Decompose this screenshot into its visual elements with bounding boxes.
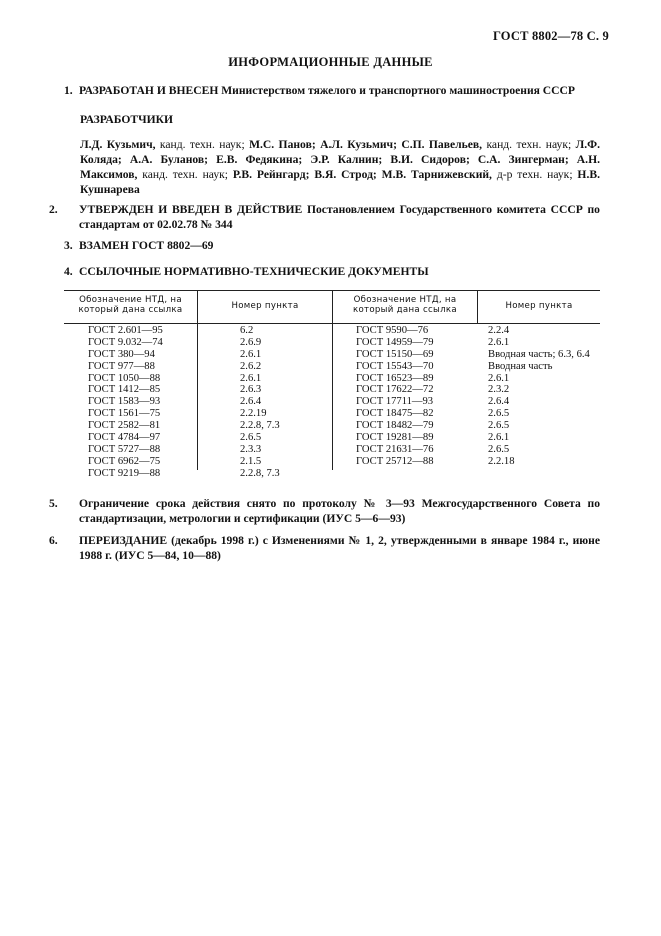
table-cell-doc: ГОСТ 6962—75 <box>88 455 161 467</box>
column-right-docs <box>356 325 434 468</box>
table-cell-doc: ГОСТ 14959—79 <box>356 336 434 348</box>
table-cell-point: Вводная часть; 6.3, 6.4 <box>488 348 590 360</box>
table-cell-doc: ГОСТ 25712—88 <box>356 455 434 467</box>
table-cell-doc: ГОСТ 4784—97 <box>88 432 161 444</box>
table-cell-point: 2.6.5 <box>240 432 262 444</box>
section-5-text: Ограничение срока действия снято по протоколу № 3—93 Межгосударственного Совета по стандартизации, метрологии и сертификации (ИУС 5—6—93) <box>79 497 600 525</box>
section-1 <box>64 83 600 98</box>
table-cell-doc: ГОСТ 19281—89 <box>356 432 434 444</box>
developer-name: М.С. Панов; А.Л. Кузьмич; С.П. Павельев, <box>249 138 483 151</box>
section-4-text: ССЫЛОЧНЫЕ НОРМАТИВНО-ТЕХНИЧЕСКИЕ ДОКУМЕНТЫ <box>79 265 429 278</box>
page-header: ГОСТ 8802—78 С. 9 <box>492 29 609 43</box>
table-cell-doc: ГОСТ 18482—79 <box>356 420 434 432</box>
table-cell-point: 2.6.9 <box>240 336 262 348</box>
table-cell-doc: ГОСТ 17622—72 <box>356 384 434 396</box>
table-cell-point: 2.6.4 <box>240 396 262 408</box>
table-cell-point: 2.6.1 <box>488 372 510 384</box>
column-left-docs <box>88 325 163 480</box>
developers-heading: РАЗРАБОТЧИКИ <box>80 113 174 126</box>
table-cell-doc: ГОСТ 1412—85 <box>88 384 161 396</box>
section-number: 2. <box>49 203 58 216</box>
section-3-text: ВЗАМЕН ГОСТ 8802—69 <box>79 239 214 252</box>
section-5 <box>49 496 600 526</box>
table-cell-doc: ГОСТ 16523—89 <box>356 372 434 384</box>
table-cell-doc: ГОСТ 5727—88 <box>88 443 161 455</box>
section-4 <box>64 264 600 279</box>
table-divider <box>197 290 198 470</box>
table-cell-doc: ГОСТ 21631—76 <box>356 443 434 455</box>
table-cell-point: 2.3.3 <box>240 443 262 455</box>
table-cell-point: 2.6.1 <box>488 336 510 348</box>
table-cell-point: 6.2 <box>240 325 254 336</box>
column-right-points <box>488 325 590 468</box>
page-title: ИНФОРМАЦИОННЫЕ ДАННЫЕ <box>228 55 433 69</box>
header-doc-right: Обозначение НТД, на который дана ссылка <box>353 295 457 315</box>
section-number: 3. <box>64 239 73 252</box>
developer-degree: канд. техн. наук; <box>155 138 250 151</box>
table-cell-doc: ГОСТ 380—94 <box>88 348 155 360</box>
table-cell-point: 2.6.2 <box>240 360 262 372</box>
developer-name: Л.Д. Кузьмич, <box>80 138 156 151</box>
header-point-left: Номер пункта <box>231 301 299 311</box>
table-cell-point: 2.6.1 <box>240 348 262 360</box>
table-cell-point: 2.2.8, 7.3 <box>240 467 280 479</box>
header-point-right: Номер пункта <box>505 301 573 311</box>
section-2-bold: УТВЕРЖДЕН И ВВЕДЕН В ДЕЙСТВИЕ <box>79 203 303 216</box>
table-cell-doc: ГОСТ 977—88 <box>88 360 155 372</box>
table-cell-doc: ГОСТ 1050—88 <box>88 372 161 384</box>
section-3 <box>64 238 600 253</box>
table-cell-point: 2.3.2 <box>488 384 510 396</box>
section-number: 4. <box>64 265 73 278</box>
table-cell-point: 2.6.5 <box>488 443 510 455</box>
developer-degree: канд. техн. наук; <box>482 138 576 151</box>
table-cell-point: 2.1.5 <box>240 455 262 467</box>
table-cell-doc: ГОСТ 1561—75 <box>88 408 161 420</box>
table-cell-doc: ГОСТ 18475—82 <box>356 408 434 420</box>
section-1-text: РАЗРАБОТАН И ВНЕСЕН Министерством тяжелого и транспортного машиностроения СССР <box>79 84 576 97</box>
table-cell-point: 2.6.1 <box>240 372 262 384</box>
table-cell-point: 2.6.3 <box>240 384 262 396</box>
section-2-text: Постановлением Государственного комитета СССР по стандартам от 02.02.78 № 344 <box>79 203 600 231</box>
table-cell-point: 2.2.18 <box>488 455 515 467</box>
table-cell-doc: ГОСТ 15150—69 <box>356 348 434 360</box>
section-number: 5. <box>49 497 58 510</box>
section-6-text: ПЕРЕИЗДАНИЕ (декабрь 1998 г.) с Изменениями № 1, 2, утвержденными в январе 1984 г., июне 1988 г. (ИУС 5—84, 10—88) <box>79 534 600 562</box>
table-cell-doc: ГОСТ 2582—81 <box>88 420 161 432</box>
table-cell-point: 2.6.5 <box>488 420 510 432</box>
section-6 <box>49 533 600 563</box>
table-cell-point: 2.2.4 <box>488 325 510 336</box>
reference-table <box>64 290 600 479</box>
developer-name: Н.В. Кушнарева <box>80 168 600 196</box>
section-number: 6. <box>49 534 58 547</box>
developer-name: Р.В. Рейнгард; В.Я. Строд; М.В. Тарнижевский, <box>232 168 492 181</box>
table-cell-point: 2.6.4 <box>488 396 510 408</box>
developer-degree: канд. техн. наук; <box>137 168 233 181</box>
table-cell-point: Вводная часть <box>488 360 553 372</box>
table-cell-point: 2.2.8, 7.3 <box>240 420 280 432</box>
header-doc-left: Обозначение НТД, на который дана ссылка <box>78 295 183 315</box>
table-cell-doc: ГОСТ 15543—70 <box>356 360 434 372</box>
table-cell-doc: ГОСТ 17711—93 <box>356 396 434 408</box>
table-cell-doc: ГОСТ 9.032—74 <box>88 336 163 348</box>
section-2 <box>49 202 600 232</box>
table-cell-point: 2.2.19 <box>240 408 267 420</box>
table-cell-point: 2.6.5 <box>488 408 510 420</box>
column-left-points <box>240 325 280 480</box>
table-divider <box>332 290 333 470</box>
table-cell-doc: ГОСТ 2.601—95 <box>88 325 163 336</box>
section-number: 1. <box>64 84 73 97</box>
developers-list <box>80 137 600 197</box>
table-cell-doc: ГОСТ 9590—76 <box>356 325 429 336</box>
developer-degree: д-р техн. наук; <box>491 168 578 181</box>
developer-name: Л.Ф. Коляда; А.А. Буланов; Е.В. Федякина; Э.Р. Калнин; В.И. Сидоров; С.А. Зингерман; А.Н. Максимов, <box>80 138 601 181</box>
table-cell-point: 2.6.1 <box>488 432 510 444</box>
table-cell-doc: ГОСТ 9219—88 <box>88 467 161 479</box>
table-cell-doc: ГОСТ 1583—93 <box>88 396 161 408</box>
